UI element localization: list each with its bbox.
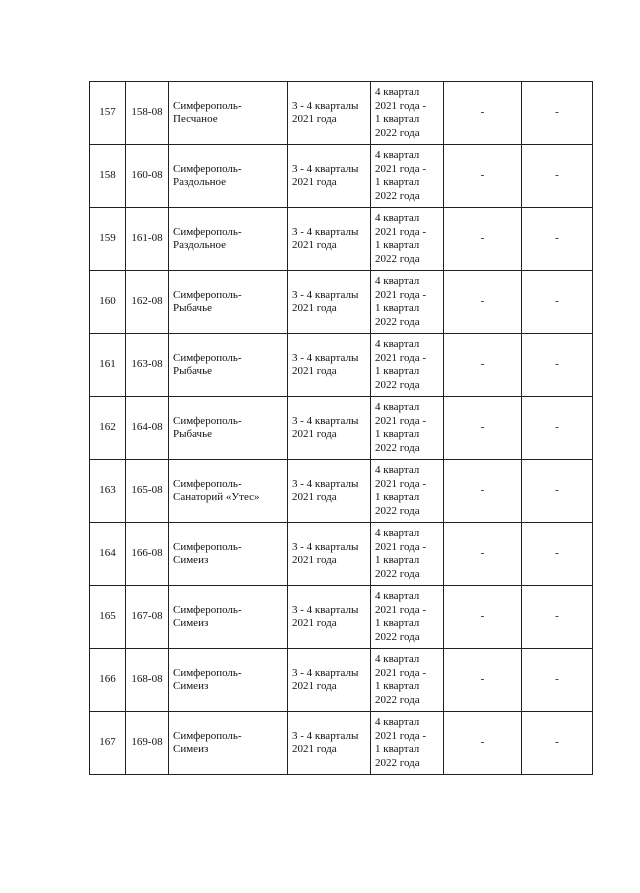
row-number-text: 167 — [99, 736, 116, 749]
route-name-line-1: Симферополь- — [173, 99, 242, 112]
column-7-cell — [522, 460, 593, 523]
end-period-line-2: 2021 года - — [375, 162, 427, 175]
column-7-dash: - — [555, 358, 559, 371]
start-period — [288, 712, 371, 775]
route-name-line-1: Симферополь- — [173, 477, 242, 490]
column-6-cell — [444, 460, 522, 523]
row-number-text: 164 — [99, 547, 116, 560]
route-name-line-2: Раздольное — [173, 176, 227, 188]
start-period-line-2: 2021 года — [292, 680, 337, 692]
row-number — [90, 523, 126, 586]
column-6-dash: - — [480, 421, 485, 434]
column-6-cell — [444, 712, 522, 775]
route-name-line-2: Рыбачье — [173, 428, 212, 440]
column-6-dash: - — [480, 232, 485, 245]
column-7-cell — [522, 82, 593, 145]
end-period — [371, 208, 444, 271]
column-6-dash: - — [480, 736, 485, 749]
end-period-line-2: 2021 года - — [375, 477, 427, 490]
route-name-line-2: Санаторий «Утес» — [173, 491, 260, 503]
start-period-line-2: 2021 года — [292, 743, 337, 755]
start-period-line-2: 2021 года — [292, 617, 337, 629]
route-code — [126, 649, 169, 712]
end-period — [371, 523, 444, 586]
column-6-cell — [444, 145, 522, 208]
route-name — [169, 397, 288, 460]
end-period-line-4: 2022 года — [375, 567, 420, 580]
table-row — [90, 208, 593, 271]
route-code — [126, 712, 169, 775]
column-7-cell — [522, 586, 593, 649]
end-period-line-3: 1 квартал — [375, 617, 420, 629]
start-period — [288, 334, 371, 397]
row-number — [90, 712, 126, 775]
column-7-cell — [522, 208, 593, 271]
end-period-line-1: 4 квартал — [375, 86, 420, 98]
start-period-line-2: 2021 года — [292, 428, 337, 440]
end-period-line-2: 2021 года - — [375, 729, 427, 742]
end-period-line-4: 2022 года — [375, 252, 420, 265]
row-number — [90, 649, 126, 712]
end-period-line-2: 2021 года - — [375, 666, 427, 679]
end-period-line-1: 4 квартал — [375, 275, 420, 287]
route-name — [169, 208, 288, 271]
end-period-line-3: 1 квартал — [375, 743, 420, 755]
column-7-dash: - — [555, 295, 559, 308]
end-period — [371, 271, 444, 334]
route-name — [169, 145, 288, 208]
start-period — [288, 145, 371, 208]
end-period — [371, 145, 444, 208]
column-6-cell — [444, 334, 522, 397]
route-code-text: 162-08 — [131, 295, 163, 308]
end-period-line-4: 2022 года — [375, 126, 420, 139]
end-period — [371, 397, 444, 460]
column-6-cell — [444, 208, 522, 271]
start-period-line-1: 3 - 4 кварталы — [292, 540, 359, 553]
start-period — [288, 271, 371, 334]
end-period-line-3: 1 квартал — [375, 491, 420, 503]
route-name-line-1: Симферополь- — [173, 225, 242, 238]
column-6-cell — [444, 397, 522, 460]
end-period-line-2: 2021 года - — [375, 99, 427, 112]
start-period — [288, 397, 371, 460]
table-row — [90, 82, 593, 145]
start-period — [288, 586, 371, 649]
route-name-line-2: Симеиз — [173, 617, 209, 629]
route-code-text: 160-08 — [131, 169, 163, 182]
column-7-cell — [522, 271, 593, 334]
end-period-line-1: 4 квартал — [375, 653, 420, 665]
end-period-line-3: 1 квартал — [375, 176, 420, 188]
table-row — [90, 397, 593, 460]
column-7-dash: - — [555, 106, 559, 119]
start-period-line-1: 3 - 4 кварталы — [292, 477, 359, 490]
route-code-text: 168-08 — [131, 673, 163, 686]
row-number-text: 165 — [99, 610, 116, 623]
column-7-cell — [522, 523, 593, 586]
column-7-cell — [522, 145, 593, 208]
route-code-text: 167-08 — [131, 610, 163, 623]
start-period-line-1: 3 - 4 кварталы — [292, 225, 359, 238]
end-period — [371, 712, 444, 775]
column-7-cell — [522, 334, 593, 397]
column-7-dash: - — [555, 484, 559, 497]
route-code — [126, 208, 169, 271]
row-number-text: 158 — [99, 169, 116, 182]
table-row — [90, 586, 593, 649]
route-code — [126, 397, 169, 460]
route-code — [126, 271, 169, 334]
route-name-line-2: Рыбачье — [173, 365, 212, 377]
end-period-line-1: 4 квартал — [375, 149, 420, 161]
route-name-line-2: Симеиз — [173, 680, 209, 692]
route-name-line-1: Симферополь- — [173, 666, 242, 679]
end-period — [371, 649, 444, 712]
start-period — [288, 523, 371, 586]
start-period-line-1: 3 - 4 кварталы — [292, 729, 359, 742]
routes-table-body — [90, 82, 593, 775]
route-name-line-1: Симферополь- — [173, 351, 242, 364]
end-period-line-2: 2021 года - — [375, 603, 427, 616]
route-name-line-1: Симферополь- — [173, 414, 242, 427]
start-period — [288, 460, 371, 523]
row-number-text: 161 — [99, 358, 116, 371]
end-period-line-3: 1 квартал — [375, 302, 420, 314]
routes-table — [89, 81, 593, 775]
route-name-line-1: Симферополь- — [173, 603, 242, 616]
column-7-dash: - — [555, 547, 559, 560]
start-period-line-2: 2021 года — [292, 113, 337, 125]
end-period-line-2: 2021 года - — [375, 351, 427, 364]
route-name-line-2: Песчаное — [173, 113, 218, 125]
column-6-dash: - — [480, 295, 485, 308]
end-period-line-4: 2022 года — [375, 378, 420, 391]
column-7-dash: - — [555, 610, 559, 623]
row-number — [90, 82, 126, 145]
route-name-line-1: Симферополь- — [173, 288, 242, 301]
start-period-line-1: 3 - 4 кварталы — [292, 99, 359, 112]
route-code-text: 169-08 — [131, 736, 163, 749]
column-7-cell — [522, 712, 593, 775]
column-6-dash: - — [480, 106, 485, 119]
end-period-line-2: 2021 года - — [375, 225, 427, 238]
route-name — [169, 586, 288, 649]
row-number — [90, 460, 126, 523]
start-period-line-1: 3 - 4 кварталы — [292, 351, 359, 364]
end-period-line-1: 4 квартал — [375, 338, 420, 350]
end-period-line-1: 4 квартал — [375, 401, 420, 413]
row-number — [90, 586, 126, 649]
end-period — [371, 82, 444, 145]
column-6-dash: - — [480, 610, 485, 623]
route-name-line-1: Симферополь- — [173, 162, 242, 175]
table-row — [90, 460, 593, 523]
end-period-line-2: 2021 года - — [375, 288, 427, 301]
row-number-text: 162 — [99, 421, 116, 434]
end-period-line-4: 2022 года — [375, 504, 420, 517]
route-name-line-2: Симеиз — [173, 743, 209, 755]
start-period-line-2: 2021 года — [292, 176, 337, 188]
route-code-text: 161-08 — [131, 232, 163, 245]
start-period — [288, 208, 371, 271]
start-period — [288, 649, 371, 712]
table-row — [90, 712, 593, 775]
column-7-dash: - — [555, 421, 559, 434]
route-code — [126, 145, 169, 208]
route-name-line-1: Симферополь- — [173, 540, 242, 553]
table-row — [90, 523, 593, 586]
end-period-line-3: 1 квартал — [375, 239, 420, 251]
end-period — [371, 460, 444, 523]
end-period-line-3: 1 квартал — [375, 554, 420, 566]
column-6-cell — [444, 586, 522, 649]
row-number-text: 160 — [99, 295, 116, 308]
table-row — [90, 145, 593, 208]
end-period-line-4: 2022 года — [375, 756, 420, 769]
route-code — [126, 460, 169, 523]
column-7-cell — [522, 397, 593, 460]
route-name — [169, 649, 288, 712]
route-code-text: 164-08 — [131, 421, 163, 434]
end-period-line-4: 2022 года — [375, 630, 420, 643]
start-period-line-2: 2021 года — [292, 554, 337, 566]
route-name — [169, 523, 288, 586]
column-7-cell — [522, 649, 593, 712]
column-6-cell — [444, 271, 522, 334]
route-code-text: 166-08 — [131, 547, 163, 560]
column-6-dash: - — [480, 673, 485, 686]
route-name — [169, 271, 288, 334]
route-code — [126, 82, 169, 145]
column-6-cell — [444, 523, 522, 586]
route-name-line-1: Симферополь- — [173, 729, 242, 742]
start-period — [288, 82, 371, 145]
route-name — [169, 82, 288, 145]
end-period-line-4: 2022 года — [375, 693, 420, 706]
row-number — [90, 271, 126, 334]
start-period-line-2: 2021 года — [292, 239, 337, 251]
start-period-line-1: 3 - 4 кварталы — [292, 603, 359, 616]
end-period-line-4: 2022 года — [375, 315, 420, 328]
column-7-dash: - — [555, 736, 559, 749]
route-code — [126, 523, 169, 586]
end-period-line-3: 1 квартал — [375, 428, 420, 440]
table-row — [90, 271, 593, 334]
row-number — [90, 145, 126, 208]
end-period-line-3: 1 квартал — [375, 365, 420, 377]
column-6-dash: - — [480, 169, 485, 182]
start-period-line-1: 3 - 4 кварталы — [292, 162, 359, 175]
start-period-line-2: 2021 года — [292, 302, 337, 314]
route-name-line-2: Рыбачье — [173, 302, 212, 314]
end-period-line-3: 1 квартал — [375, 680, 420, 692]
end-period-line-2: 2021 года - — [375, 540, 427, 553]
route-code — [126, 586, 169, 649]
start-period-line-2: 2021 года — [292, 491, 337, 503]
end-period-line-3: 1 квартал — [375, 113, 420, 125]
column-7-dash: - — [555, 169, 559, 182]
route-name-line-2: Симеиз — [173, 554, 209, 566]
route-code-text: 163-08 — [131, 358, 163, 371]
row-number — [90, 397, 126, 460]
end-period — [371, 586, 444, 649]
route-name — [169, 460, 288, 523]
start-period-line-2: 2021 года — [292, 365, 337, 377]
row-number — [90, 334, 126, 397]
column-6-dash: - — [480, 547, 485, 560]
route-name-line-2: Раздольное — [173, 239, 227, 251]
row-number-text: 159 — [99, 232, 116, 245]
column-7-dash: - — [555, 232, 559, 245]
end-period-line-4: 2022 года — [375, 441, 420, 454]
end-period-line-1: 4 квартал — [375, 716, 420, 728]
end-period-line-4: 2022 года — [375, 189, 420, 202]
start-period-line-1: 3 - 4 кварталы — [292, 414, 359, 427]
row-number — [90, 208, 126, 271]
column-6-cell — [444, 82, 522, 145]
route-name — [169, 334, 288, 397]
route-code-text: 165-08 — [131, 484, 163, 497]
route-name — [169, 712, 288, 775]
end-period — [371, 334, 444, 397]
route-code-text: 158-08 — [131, 106, 163, 119]
route-code — [126, 334, 169, 397]
end-period-line-1: 4 квартал — [375, 590, 420, 602]
start-period-line-1: 3 - 4 кварталы — [292, 288, 359, 301]
end-period-line-1: 4 квартал — [375, 212, 420, 224]
row-number-text: 163 — [99, 484, 116, 497]
end-period-line-1: 4 квартал — [375, 464, 420, 476]
table-row — [90, 649, 593, 712]
end-period-line-1: 4 квартал — [375, 527, 420, 539]
row-number-text: 157 — [99, 106, 116, 119]
column-6-dash: - — [480, 484, 485, 497]
row-number-text: 166 — [99, 673, 116, 686]
start-period-line-1: 3 - 4 кварталы — [292, 666, 359, 679]
column-6-dash: - — [480, 358, 485, 371]
table-row — [90, 334, 593, 397]
end-period-line-2: 2021 года - — [375, 414, 427, 427]
column-6-cell — [444, 649, 522, 712]
column-7-dash: - — [555, 673, 559, 686]
